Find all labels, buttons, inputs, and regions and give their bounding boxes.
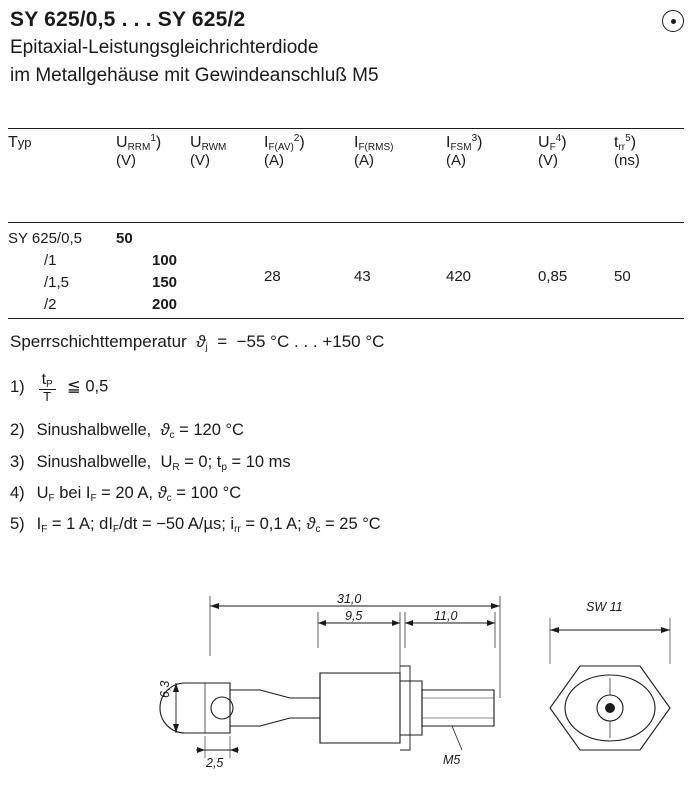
footnote-marker: 5) [10,515,25,534]
junction-temperature-label: Sperrschichttemperatur [10,332,187,351]
cell-urrm: 150 [152,274,178,291]
dimension-tab-width: 6,3 [158,680,172,698]
dimension-wrench-size: SW 11 [586,600,623,614]
cell-urrm: 100 [152,252,178,269]
column-header-ifsm: $I_{FSM}^3$) (A) [446,133,483,169]
subtitle-line-1: Epitaxial-Leistungsgleichrichterdiode [10,37,319,59]
cell-urrm: 50 [116,230,133,247]
footnotes [10,372,670,545]
cell-ifav: 28 [264,268,281,285]
footnote-4: 4) $U_F$ bei $I_F = 20$ A, $ϑ_c = 100$ °C [10,483,242,504]
footnote-marker: 3) [10,452,25,471]
mechanical-drawing [0,578,700,798]
cell-uf: 0,85 [538,268,568,285]
dimension-tab-thickness: 2,5 [206,756,224,770]
merged-values-row [8,268,684,285]
cell-typ: SY 625/0,5 [8,230,82,247]
junction-temperature-value: −55 °C . . . +150 °C [236,332,385,351]
column-header-trr: $t_{rr}^5$) (ns) [614,133,640,169]
column-header-uf: $U_F^4$) (V) [538,133,567,169]
specification-table-header [8,134,684,169]
column-header-urwm: $U_{RWM}$ (V) [190,134,227,169]
table-header-row [8,134,684,169]
dimension-thread-size: M5 [443,753,461,767]
column-header-typ: Typ [8,134,32,151]
subtitle-line-2: im Metallgehäuse mit Gewindeanschluß M5 [10,65,379,87]
footnote-5: 5) $I_F = 1$ A; $dI_F/dt = -50$ A/µs; $i_{rr} = 0,1$ A; $ϑ_c = 25$ °C [10,515,381,536]
table-row [8,296,684,318]
footnote-1: 1) $\frac{t_P}{T}$ ≦ 0,5 [10,371,109,404]
footnote-3: 3) Sinushalbwelle, $U_R = 0$; $t_p = 10$ ms [10,452,291,473]
table-top-rule [8,128,684,129]
cell-ifrms: 43 [354,268,371,285]
cell-ifsm: 420 [446,268,472,285]
page-title: SY 625/0,5 . . . SY 625/2 [10,8,246,31]
column-header-ifav: $I_{F(AV)}^2$) (A) [264,133,305,169]
table-row [8,230,684,252]
cell-typ: /2 [44,296,57,313]
cell-urrm: 200 [152,296,178,313]
column-header-ifrms: $I_{F(RMS)}$ (A) [354,134,394,169]
footnote-text: Sinushalbwelle, [36,452,152,471]
footnote-text: Sinushalbwelle, [36,421,152,440]
cell-trr: 50 [614,268,631,285]
junction-temperature-line: Sperrschichttemperatur $ϑ_j = -55$ °C . . . +150 °C [10,332,385,353]
table-header-rule [8,222,684,223]
cell-typ: /1 [44,252,57,269]
target-dot-icon [662,10,684,32]
cell-typ: /1,5 [44,274,70,291]
title-block [10,8,630,89]
footnote-marker: 1) [10,377,25,396]
dimension-body-length: 9,5 [345,609,363,623]
dimension-thread-length: 11,0 [434,609,458,623]
column-header-urrm: $U_{RRM}^1$) (V) [116,133,162,169]
footnote-marker: 4) [10,483,25,502]
table-bottom-rule [8,318,684,319]
footnote-marker: 2) [10,421,25,440]
footnote-2: 2) Sinushalbwelle, $ϑ_c = 120$ °C [10,421,244,442]
dimension-overall-length: 31,0 [337,592,362,606]
duty-cycle-fraction: $\frac{t_P}{T}$ [39,372,56,403]
